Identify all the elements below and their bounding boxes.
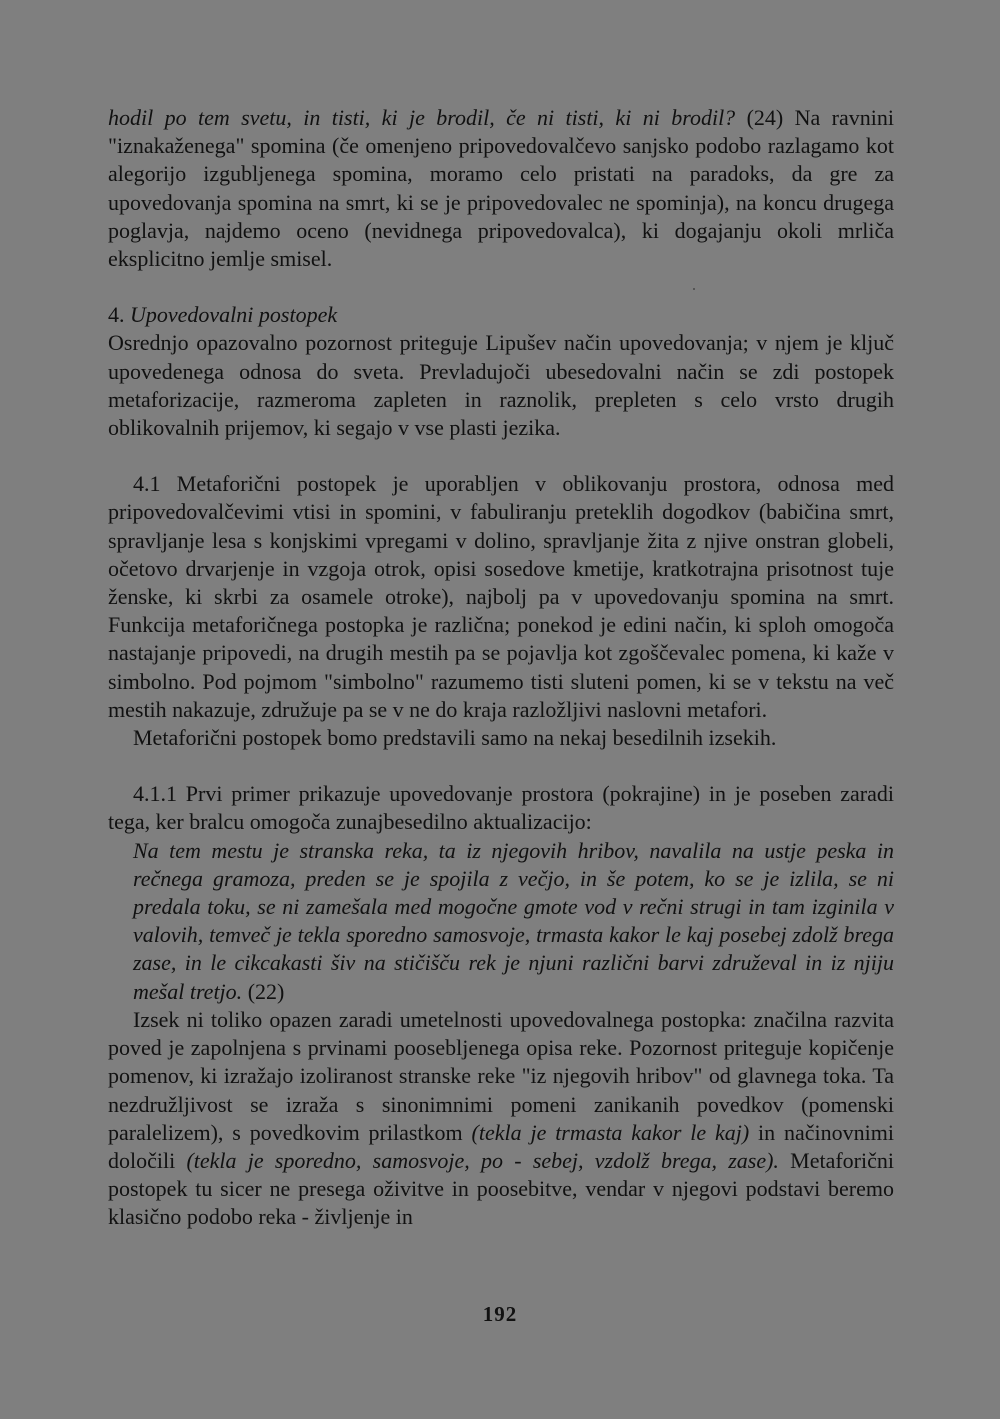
italic-quote: hodil po tem svetu, in tisti, ki je brodil, če ni tisti, ki ni brodil? (108, 105, 736, 130)
paragraph-intro (108, 104, 894, 273)
block-quote (108, 837, 894, 1006)
quote-reference: (22) (242, 978, 285, 1004)
page-number: 192 (482, 1302, 518, 1326)
section-paragraph: Osrednjo opazovalno pozornost priteguje Lipušev način upovedovanja; v njem je ključ upovedenega odnosa do sveta. Prevladujoči ubesedovalni način se zdi postopek metaforizacije, razmeroma zapleten in raznolik, prepleten s celo vrsto drugih oblikovalnih prijemov, ki segajo v vse plasti jezika. (108, 330, 894, 441)
analysis-text-c: Metaforični postopek tu sicer ne presega oživitve in poosebitve, vendar v njegovi podstavi beremo klasično podobo reka - življenje in (108, 1147, 894, 1230)
section-title: Upovedovalni postopek (130, 302, 338, 328)
analysis-italic-2: (tekla je sporedno, samosvoje, po - sebej, vzdolž brega, zase). (186, 1147, 779, 1173)
body-text (108, 104, 894, 1232)
analysis-text-a: Izsek ni toliko opazen zaradi umetelnosti upovedovalnega postopka: značilna razvita poved je zapolnjena s prvinami poosebljenega opisa reke. Pozornost priteguje kopičenje pomenov, ki izražajo izoliranost stranske reke "iz njegovih hribov" od glavnega toka. Ta nezdružljivost se izraža s sinonimnimi pomeni zanikanih povedkov (pomenski paralelizem), s povedkovim prilastkom (108, 1006, 894, 1145)
paragraph-text: (24) Na ravnini "iznakaženega" spomina (če omenjeno pripovedovalčevo sanjsko podobo razlagamo kot alegorijo izgubljenega spomina, moramo celo pristati na paradoks, da gre za upovedovanja spomina na smrt, ki se je pripovedovalec ne spominja), na koncu drugega poglavja, najdemo oceno (nevidnega pripovedovalca), ki dogajanju okoli mrliča eksplicitno jemlje smisel. (108, 105, 894, 272)
subsection-followup: Metaforični postopek bomo predstavili samo na nekaj besedilnih izsekih. (133, 725, 777, 751)
quote-text: Na tem mestu je stranska reka, ta iz njegovih hribov, navalila na ustje peska in rečnega gramoza, preden se je spojila z večjo, in še potem, ko se je izlila, se ni predala toku, se ni zamešala med mogočne gmote vod v rečni strugi in tam izginila v valovih, temveč je tekla sporedno samosvoje, trmasta kakor le kaj posebej zdolž brega zase, in le cikcakasti šiv na stičišču rek je njuni različni barvi združeval in iz njiju mešal tretjo. (133, 837, 894, 1004)
subsection-paragraph: 4.1 Metaforični postopek je uporabljen v oblikovanju prostora, odnosa med pripovedovalčevimi vtisi in spomini, v fabuliranju preteklih dogodkov (babičina smrt, spravljanje lesa s konjskimi vpregami v dolino, spravljanje žita z njive onstran globeli, očetovo drvarjenje in vzgoja otrok, opisi sosedove kmetije, kratkotrajna prisotnost tuje ženske, ki skrbi za osamele otroke), najbolj pa v upovedovanju spomina na smrt. Funkcija metaforičnega postopka je različna; ponekod je edini način, ki sploh omogoča nastajanje pripovedi, na drugih mestih pa se pojavlja kot zgoščevalec pomena, ki kaže v simbolno. Pod pojmom "simbolno" razumemo tisti sluteni pomen, ki se v tekstu na več mestih nakazuje, združuje pa se v ne do kraja razložljivi naslovni metafori. (108, 471, 894, 722)
section-number: 4. (108, 302, 130, 328)
subsubsection-paragraph: 4.1.1 Prvi primer prikazuje upovedovanje prostora (pokrajine) in je poseben zaradi tega, ker bralcu omogoča zunajbesedilno aktualizacijo: (108, 781, 894, 835)
scan-speck (693, 288, 695, 290)
analysis-paragraph (108, 1006, 894, 1232)
section-heading (108, 301, 894, 329)
analysis-text-b: in načinovnimi določili (108, 1119, 894, 1173)
analysis-italic-1: (tekla je trmasta kakor le kaj) (471, 1119, 750, 1145)
